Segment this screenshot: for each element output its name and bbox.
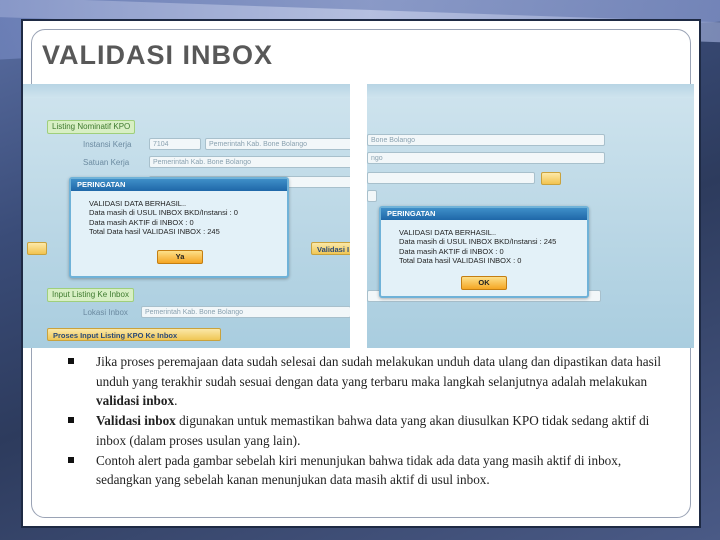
bullet-bold: validasi inbox [96, 393, 175, 409]
satuan-field[interactable]: Pemerintah Kab. Bone Bolango [149, 156, 350, 168]
dialog-message [381, 220, 587, 265]
dialog-message [71, 191, 287, 236]
dropdown-edge[interactable] [367, 190, 377, 202]
dialog-line: Total Data hasil VALIDASI INBOX : 245 [89, 226, 220, 236]
bullet-marker [68, 358, 74, 364]
instansi-code-field[interactable]: 7104 [149, 138, 201, 150]
dialog-line: VALIDASI DATA BERHASIL.. [399, 228, 497, 237]
screenshot-topbar [23, 84, 350, 98]
lokasi-field[interactable]: Pemerintah Kab. Bone Bolango [141, 306, 350, 318]
ya-button[interactable]: Ya [157, 250, 203, 264]
ok-button[interactable]: OK [461, 276, 507, 290]
dialog-line: Total Data hasil VALIDASI INBOX : 0 [399, 255, 522, 265]
bullet-list [68, 352, 668, 490]
dialog-line: Data masih di USUL INBOX BKD/Instansi : 245 [399, 237, 557, 247]
bullet-bold: Validasi inbox [96, 413, 176, 429]
search-button[interactable] [541, 172, 561, 185]
proses-input-button[interactable]: Proses Input Listing KPO Ke Inbox [47, 328, 221, 341]
alert-dialog-right [379, 206, 589, 298]
instansi-name-field[interactable]: Bone Bolango [367, 134, 605, 146]
dialog-title: PERINGATAN [71, 179, 287, 191]
bullet-marker [68, 417, 74, 423]
validasi-button[interactable]: Validasi I [311, 242, 350, 255]
button-edge[interactable] [27, 242, 47, 255]
bullet-item [68, 451, 668, 490]
screenshot-topbar [367, 84, 694, 98]
bullet-marker [68, 457, 74, 463]
satuan-field[interactable]: ngo [367, 152, 605, 164]
listing-nominatif-tag: Listing Nominatif KPO [47, 120, 135, 134]
bullet-text: Contoh alert pada gambar sebelah kiri menunjukan bahwa tidak ada data yang masih aktif di inbox, sedangkan yang sebelah kanan menunjukan data masih aktif di usul inbox. [96, 452, 622, 488]
lokasi-label: Lokasi Inbox [83, 308, 128, 317]
instansi-label: Instansi Kerja [83, 140, 132, 149]
empty-field[interactable] [367, 172, 535, 184]
dialog-line: VALIDASI DATA BERHASIL.. [89, 199, 187, 208]
bullet-item [68, 352, 668, 411]
right-screenshot [367, 84, 694, 348]
satuan-label: Satuan Kerja [83, 158, 130, 167]
bullet-text: . [174, 393, 178, 409]
alert-dialog-left [69, 177, 289, 278]
input-listing-tag: Input Listing Ke Inbox [47, 288, 134, 302]
dialog-line: Data masih AKTIF di INBOX : 0 [89, 217, 194, 227]
instansi-name-field[interactable]: Pemerintah Kab. Bone Bolango [205, 138, 350, 150]
bullet-item [68, 411, 668, 450]
bullet-text: Jika proses peremajaan data sudah selesai dan sudah melakukan unduh data ulang dan dipastikan data hasil unduh yang terakhir sudah sesuai dengan data yang terbaru maka langkah selanjutnya adalah melakukan [96, 354, 662, 389]
dialog-line: Data masih AKTIF di INBOX : 0 [399, 246, 504, 256]
slide-title: VALIDASI INBOX [42, 40, 274, 70]
bullet-text: digunakan untuk memastikan bahwa data yang akan diusulkan KPO tidak sedang aktif di inbox (dalam proses usulan yang lain). [96, 413, 650, 448]
dialog-line: Data masih di USUL INBOX BKD/Instansi : 0 [89, 208, 238, 218]
left-screenshot [23, 84, 350, 348]
dialog-title: PERINGATAN [381, 208, 587, 220]
